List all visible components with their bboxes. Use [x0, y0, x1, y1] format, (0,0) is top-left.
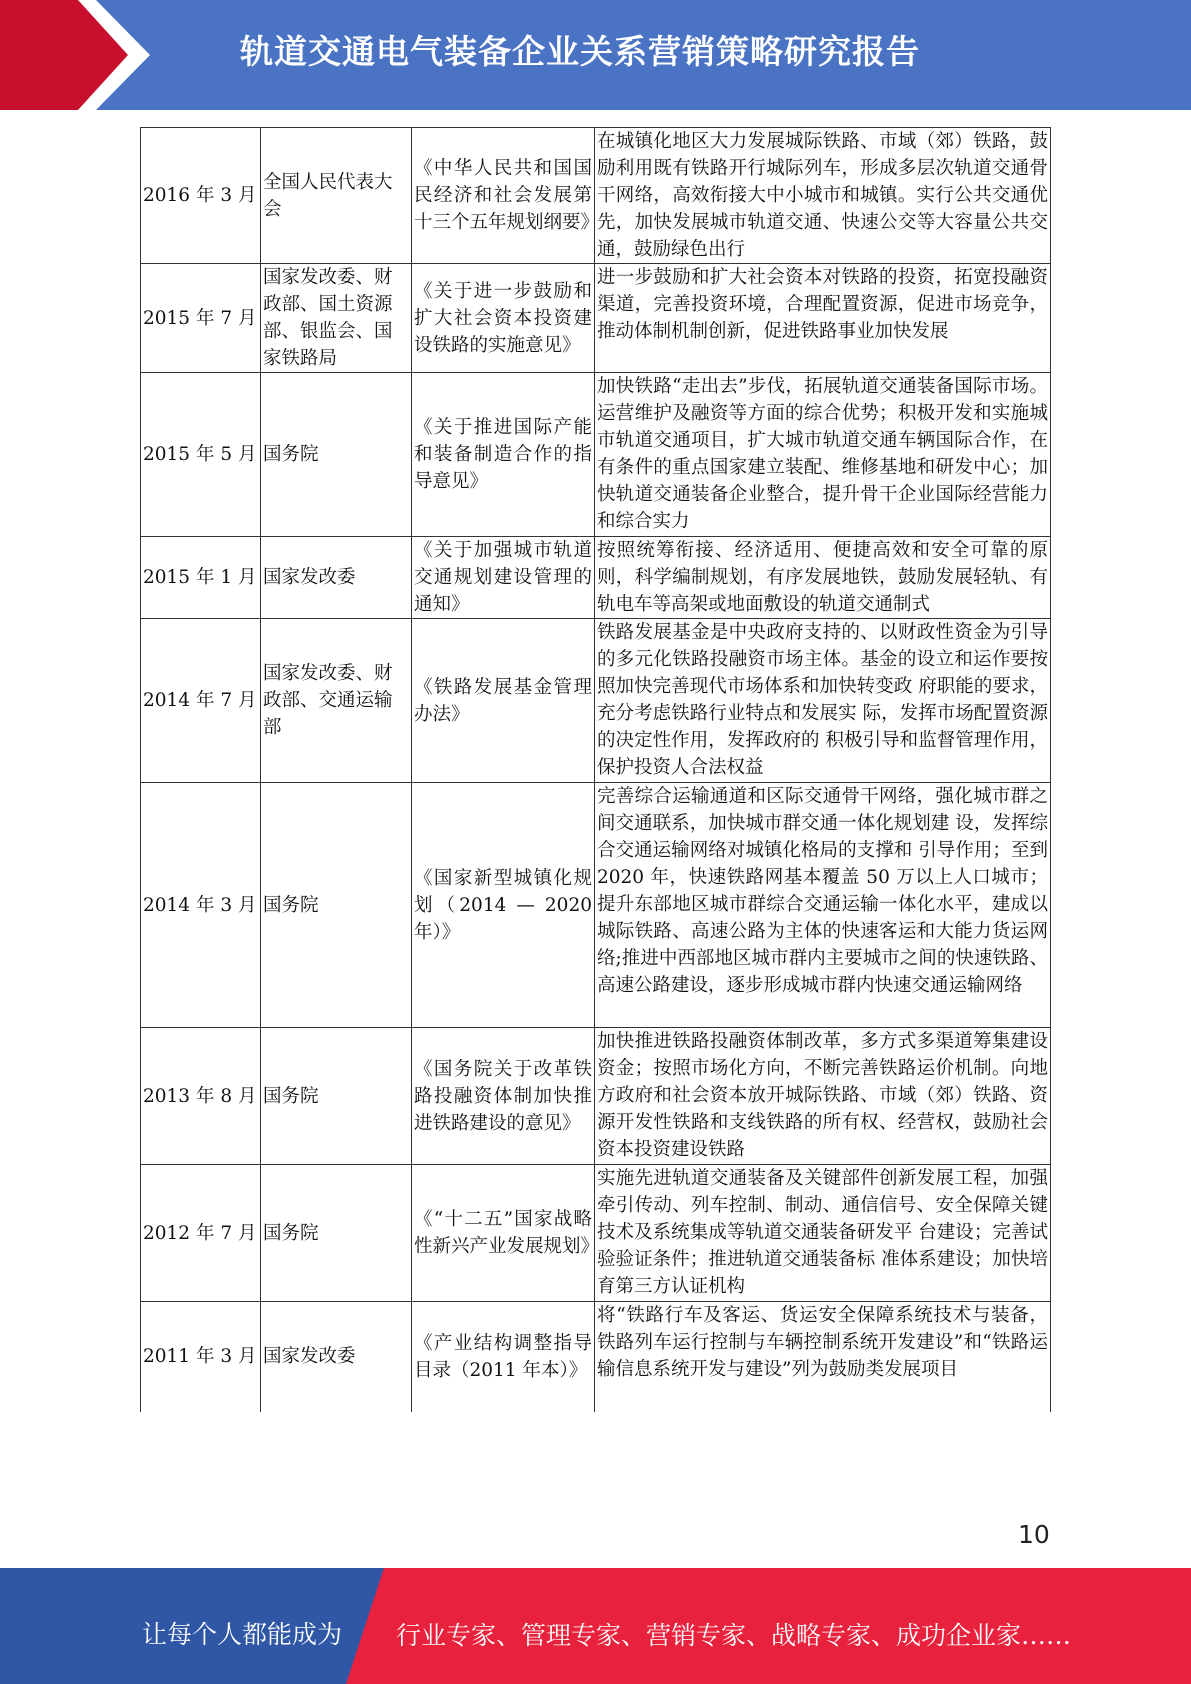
- date-cell: 2015 年 1 月: [141, 537, 261, 619]
- issuer-cell: 全国人民代表大会: [261, 128, 412, 264]
- table-row: [141, 1302, 1051, 1412]
- date-cell: 2013 年 8 月: [141, 1028, 261, 1165]
- table-row: [141, 128, 1051, 264]
- issuer-cell: 国家发改委、财政部、国土资源部、银监会、国家铁路局: [261, 264, 412, 373]
- content-cell: 在城镇化地区大力发展城际铁路、市域（郊）铁路，鼓励利用既有铁路开行城际列车，形成多层次轨道交通骨干网络，高效衔接大中小城市和城镇。实行公共交通优先，加快发展城市轨道交通、快速公交等大容量公共交通，鼓励绿色出行: [595, 128, 1051, 264]
- date-cell: 2014 年 7 月: [141, 619, 261, 783]
- footer-slogan-right: 行业专家、管理专家、营销专家、战略专家、成功企业家……: [396, 1621, 1072, 1650]
- document-cell: 《产业结构调整指导目录（2011 年本）》: [412, 1302, 595, 1412]
- document-cell: 《关于进一步鼓励和扩大社会资本投资建设铁路的实施意见》: [412, 264, 595, 373]
- date-cell: 2012 年 7 月: [141, 1165, 261, 1302]
- table-row: [141, 1028, 1051, 1165]
- content-cell: 将“铁路行车及客运、货运安全保障系统技术与装备，铁路列车运行控制与车辆控制系统开发建设”和“铁路运输信息系统开发与建设”列为鼓励类发展项目: [595, 1302, 1051, 1412]
- document-cell: 《“十二五”国家战略性新兴产业发展规划》: [412, 1165, 595, 1302]
- content-cell: 加快推进铁路投融资体制改革，多方式多渠道筹集建设资金；按照市场化方向，不断完善铁路运价机制。向地方政府和社会资本放开城际铁路、市域（郊）铁路、资源开发性铁路和支线铁路的所有权、经营权，鼓励社会资本投资建设铁路: [595, 1028, 1051, 1165]
- date-cell: 2014 年 3 月: [141, 783, 261, 1028]
- content-cell: 按照统筹衔接、经济适用、便捷高效和安全可靠的原则，科学编制规划，有序发展地铁，鼓励发展轻轨、有轨电车等高架或地面敷设的轨道交通制式: [595, 537, 1051, 619]
- policy-table: [140, 127, 1051, 1412]
- document-cell: 《中华人民共和国国民经济和社会发展第十三个五年规划纲要》: [412, 128, 595, 264]
- issuer-cell: 国家发改委: [261, 537, 412, 619]
- header-title: 轨道交通电气装备企业关系营销策略研究报告: [240, 32, 920, 71]
- issuer-cell: 国务院: [261, 373, 412, 537]
- table-row: [141, 373, 1051, 537]
- date-cell: 2011 年 3 月: [141, 1302, 261, 1412]
- date-cell: 2015 年 5 月: [141, 373, 261, 537]
- document-cell: 《国家新型城镇化规划（2014 — 2020 年）》: [412, 783, 595, 1028]
- content-cell: 进一步鼓励和扩大社会资本对铁路的投资，拓宽投融资渠道，完善投资环境，合理配置资源，促进市场竞争，推动体制机制创新，促进铁路事业加快发展: [595, 264, 1051, 373]
- content-cell: 完善综合运输通道和区际交通骨干网络，强化城市群之间交通联系，加快城市群交通一体化规划建 设，发挥综合交通运输网络对城镇化格局的支撑和 引导作用；至到 2020 年，快速铁路网基本覆盖 50 万以上人口城市；提升东部地区城市群综合交通运输一体化水平，建成以城际铁路、高速公路为主体的快速客运和大能力货运网络;推进中西部地区城市群内主要城市之间的快速铁路、高速公路建设，逐步形成城市群内快速交通运输网络: [595, 783, 1051, 1028]
- footer-slogan-left: 让每个人都能成为: [142, 1620, 343, 1649]
- content-cell: 实施先进轨道交通装备及关键部件创新发展工程，加强牵引传动、列车控制、制动、通信信号、安全保障关键技术及系统集成等轨道交通装备研发平 台建设；完善试验验证条件；推进轨道交通装备标 准体系建设；加快培育第三方认证机构: [595, 1165, 1051, 1302]
- document-cell: 《关于加强城市轨道交通规划建设管理的通知》: [412, 537, 595, 619]
- page-number: 10: [1018, 1520, 1050, 1549]
- table-row: [141, 1165, 1051, 1302]
- page-header: [0, 0, 1191, 110]
- table-row: [141, 783, 1051, 1028]
- document-cell: 《国务院关于改革铁路投融资体制加快推进铁路建设的意见》: [412, 1028, 595, 1165]
- issuer-cell: 国家发改委、财政部、交通运输部: [261, 619, 412, 783]
- date-cell: 2016 年 3 月: [141, 128, 261, 264]
- page-footer: [0, 1568, 1191, 1684]
- issuer-cell: 国务院: [261, 1028, 412, 1165]
- content-cell: 铁路发展基金是中央政府支持的、以财政性资金为引导的多元化铁路投融资市场主体。基金的设立和运作要按照加快完善现代市场体系和加快转变政 府职能的要求，充分考虑铁路行业特点和发展实 际，发挥市场配置资源的决定性作用，发挥政府的 积极引导和监督管理作用，保护投资人合法权益: [595, 619, 1051, 783]
- table-row: [141, 619, 1051, 783]
- date-cell: 2015 年 7 月: [141, 264, 261, 373]
- document-cell: 《关于推进国际产能和装备制造合作的指导意见》: [412, 373, 595, 537]
- issuer-cell: 国务院: [261, 783, 412, 1028]
- table-row: [141, 264, 1051, 373]
- issuer-cell: 国家发改委: [261, 1302, 412, 1412]
- issuer-cell: 国务院: [261, 1165, 412, 1302]
- content-cell: 加快铁路“走出去”步伐，拓展轨道交通装备国际市场。运营维护及融资等方面的综合优势；积极开发和实施城市轨道交通项目，扩大城市轨道交通车辆国际合作，在有条件的重点国家建立装配、维修基地和研发中心；加快轨道交通装备企业整合，提升骨干企业国际经营能力和综合实力: [595, 373, 1051, 537]
- document-cell: 《铁路发展基金管理办法》: [412, 619, 595, 783]
- table-row: [141, 537, 1051, 619]
